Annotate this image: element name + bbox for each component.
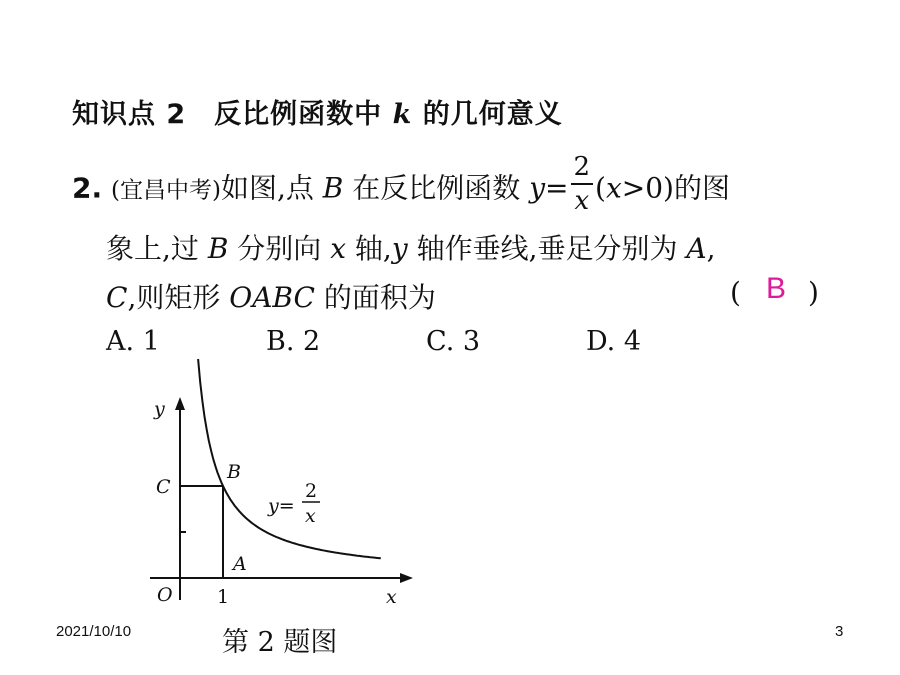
question-number: 2. <box>72 171 103 205</box>
point-a-label: A <box>233 553 247 575</box>
question-text: ,则矩形 <box>127 281 221 314</box>
footer-date: 2021/10/10 <box>56 623 132 640</box>
point-b-ref: B <box>322 171 344 205</box>
point-c-label: C <box>156 476 171 498</box>
point-b-ref: B <box>207 232 229 265</box>
point-b-label: B <box>227 461 241 483</box>
option-d: D. 4 <box>586 326 642 357</box>
var-y: y <box>391 232 408 265</box>
option-b: B. 2 <box>266 326 321 357</box>
heading-prefix: 知识点 2 反比例函数中 <box>72 99 383 130</box>
tick-1-label: 1 <box>217 586 230 608</box>
answer-paren-close: ) <box>808 276 819 309</box>
question-text: 的图 <box>673 171 730 205</box>
var-x: x <box>330 232 347 265</box>
fraction-denominator: x <box>574 186 590 216</box>
question-text: 如图,点 <box>220 171 314 205</box>
condition-rest: >0) <box>621 171 674 205</box>
x-axis-label: x <box>386 586 397 608</box>
answer-text: B <box>766 272 787 305</box>
condition-open: ( <box>595 171 606 205</box>
curve-label-num: 2 <box>305 480 318 502</box>
curve-label-y: y= <box>268 495 295 517</box>
rectangle-name: OABC <box>229 281 315 314</box>
figure-caption: 第 2 题图 <box>222 627 338 658</box>
option-a: A. 1 <box>106 326 160 357</box>
var-x: x <box>605 171 622 205</box>
question-text: 轴, <box>354 232 392 265</box>
question-text: 轴作垂线,垂足分别为 <box>416 232 678 265</box>
answer-paren-open: ( <box>730 276 741 309</box>
question-text: , <box>706 232 716 265</box>
point-a-ref: A <box>686 232 707 265</box>
question-text: 象上,过 <box>106 232 199 265</box>
page-number: 3 <box>835 623 844 640</box>
equals-sign: = <box>545 171 569 205</box>
var-y: y <box>529 171 546 205</box>
x-axis-arrow <box>400 573 413 583</box>
question-text: 的面积为 <box>323 281 436 314</box>
question-text: 分别向 <box>237 232 322 265</box>
y-axis-label: y <box>154 398 165 420</box>
y-axis-arrow <box>175 397 185 410</box>
fraction-numerator: 2 <box>571 154 594 185</box>
heading-suffix: 的几何意义 <box>422 99 563 130</box>
option-c: C. 3 <box>426 326 481 357</box>
point-c-ref: C <box>106 281 128 314</box>
hyperbola-curve <box>198 359 381 558</box>
heading-k: k <box>392 99 413 130</box>
question-text: 在反比例函数 <box>352 171 521 205</box>
origin-label: O <box>157 584 173 606</box>
question-source: (宜昌中考) <box>111 177 221 204</box>
curve-label-den: x <box>305 505 316 527</box>
